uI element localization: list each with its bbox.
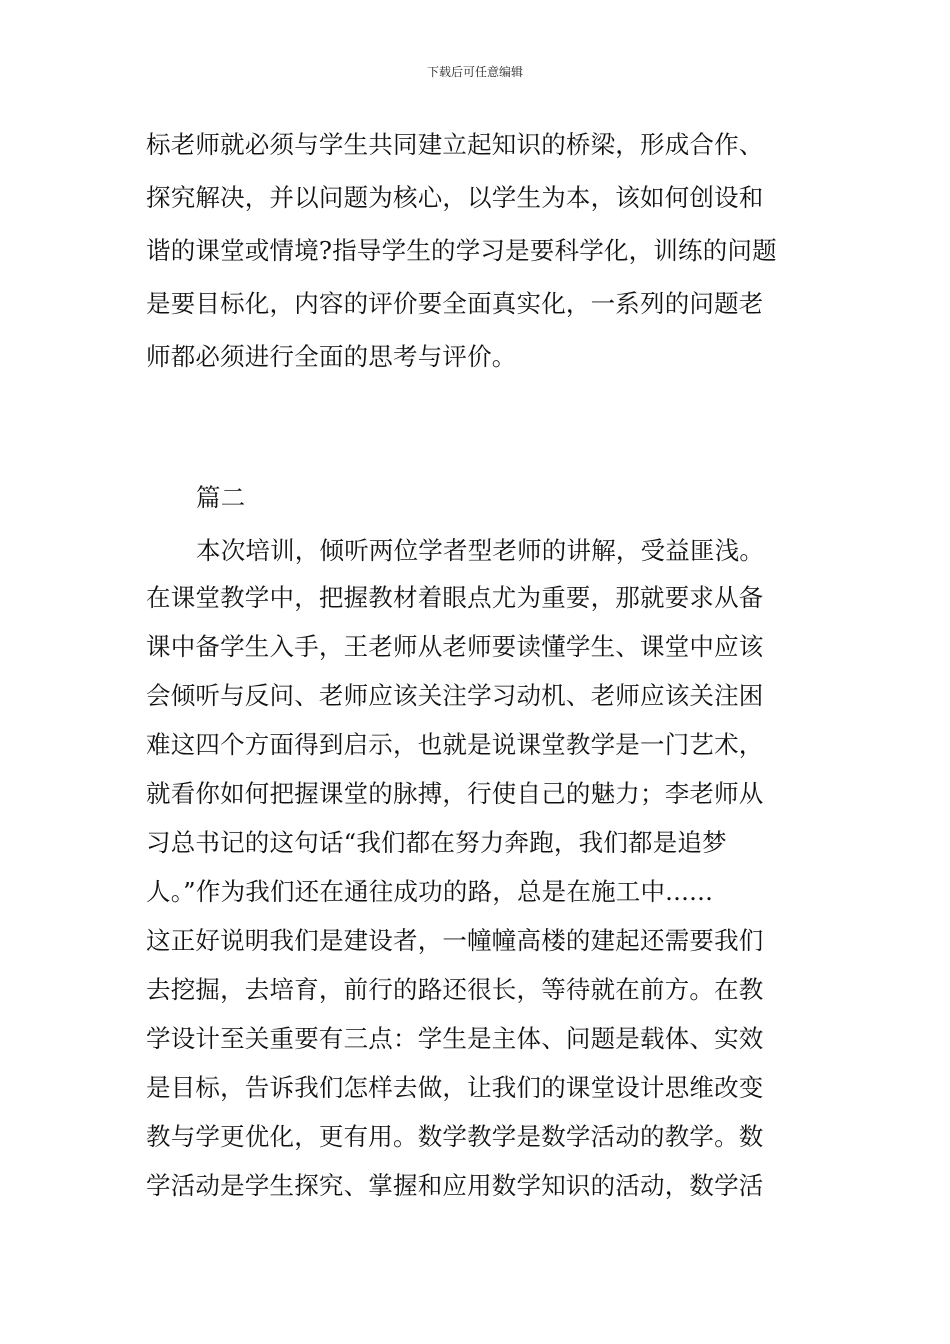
text-line: 本次培训，倾听两位学者型老师的讲解，受益匪浅。 <box>196 536 765 565</box>
text-line: 在课堂教学中，把握教材着眼点尤为重要，那就要求从备 <box>146 583 764 612</box>
text-line: 学活动是学生探究、掌握和应用数学知识的活动，数学活 <box>146 1171 764 1200</box>
text-line: 难这四个方面得到启示，也就是说课堂教学是一门艺术， <box>146 730 764 759</box>
text-line: 习总书记的这句话“我们都在努力奔跑，我们都是追梦 <box>146 828 727 857</box>
text-line: 去挖掘，去培育，前行的路还很长，等待就在前方。在教 <box>146 975 764 1004</box>
text-line: 标老师就必须与学生共同建立起知识的桥梁，形成合作、 <box>146 130 764 159</box>
page-header: 下载后可任意编辑 <box>426 65 523 79</box>
text-line: 教与学更优化，更有用。数学教学是数学活动的教学。数 <box>146 1122 764 1151</box>
section-heading: 篇二 <box>196 483 246 512</box>
text-line: 师都必须进行全面的思考与评价。 <box>146 342 517 371</box>
text-line: 人。”作为我们还在通往成功的路，总是在施工中...... <box>146 877 714 906</box>
text-line: 就看你如何把握课堂的脉搏，行使自己的魅力；李老师从 <box>146 779 764 808</box>
text-line: 学设计至关重要有三点：学生是主体、问题是载体、实效 <box>146 1024 764 1053</box>
text-line: 课中备学生入手，王老师从老师要读懂学生、课堂中应该 <box>146 632 764 661</box>
text-line: 探究解决，并以问题为核心，以学生为本，该如何创设和 <box>146 183 764 212</box>
text-line: 是要目标化，内容的评价要全面真实化，一系列的问题老 <box>146 289 764 318</box>
text-line: 谐的课堂或情境?指导学生的学习是要科学化，训练的问题 <box>146 236 777 265</box>
text-line: 是目标，告诉我们怎样去做，让我们的课堂设计思维改变 <box>146 1073 764 1102</box>
text-line: 这正好说明我们是建设者，一幢幢高楼的建起还需要我们 <box>146 926 764 955</box>
text-line: 会倾听与反问、老师应该关注学习动机、老师应该关注困 <box>146 681 764 710</box>
